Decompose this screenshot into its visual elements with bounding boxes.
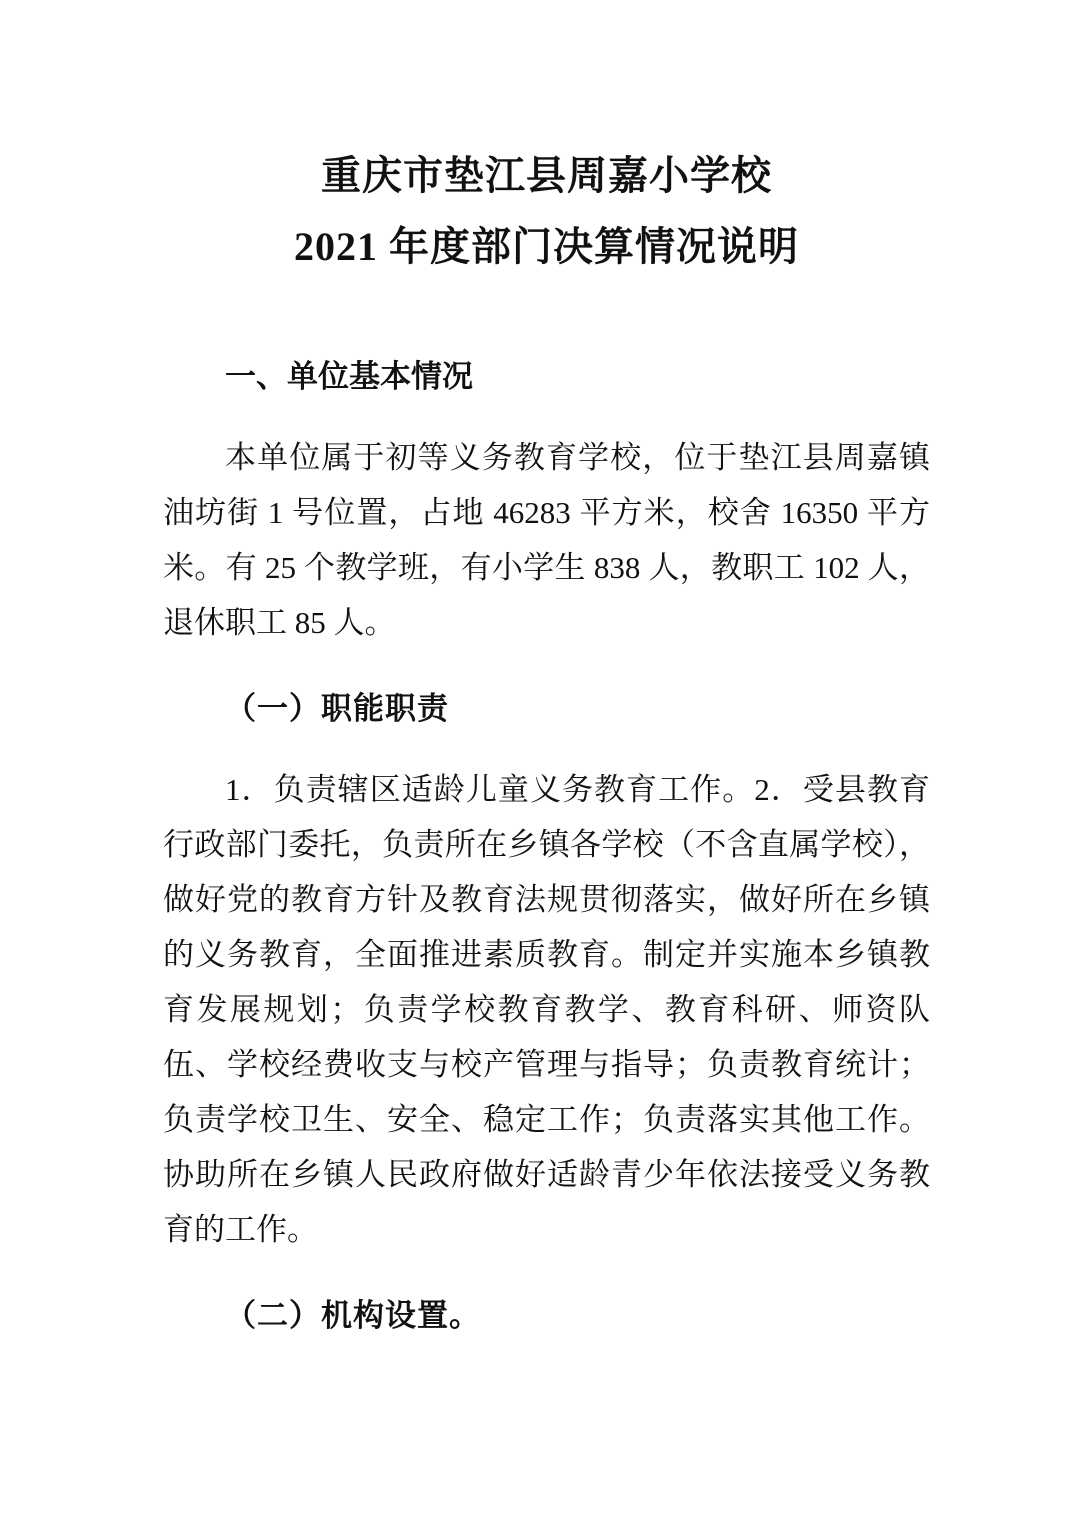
section-heading-basic-info: 一、单位基本情况 [225, 359, 473, 394]
document-title [163, 140, 930, 282]
document-title-line1: 重庆市垫江县周嘉小学校 [321, 153, 772, 198]
paragraph-duties: 1．负责辖区适龄儿童义务教育工作。2．受县教育行政部门委托，负责所在乡镇各学校（不含直属学校），做好党的教育方针及教育法规贯彻落实，做好所在乡镇的义务教育，全面推进素质教育。制定并实施本乡镇教育发展规划；负责学校教育教学、教育科研、师资队伍、学校经费收支与校产管理与指导；负责教育统计；负责学校卫生、安全、稳定工作；负责落实其他工作。协助所在乡镇人民政府做好适龄青少年依法接受义务教育的工作。 [163, 772, 930, 1247]
subsection-heading-duties: （一）职能职责 [225, 691, 449, 726]
paragraph-basic-info: 本单位属于初等义务教育学校，位于垫江县周嘉镇油坊街 1 号位置，占地 46283 平方米，校舍 16350 平方米。有 25 个教学班，有小学生 838 人，教职工 102 人，退休职工 85 人。 [163, 440, 930, 640]
document-title-line2: 2021 年度部门决算情况说明 [294, 224, 799, 269]
subsection-heading-structure: （二）机构设置。 [225, 1298, 481, 1333]
